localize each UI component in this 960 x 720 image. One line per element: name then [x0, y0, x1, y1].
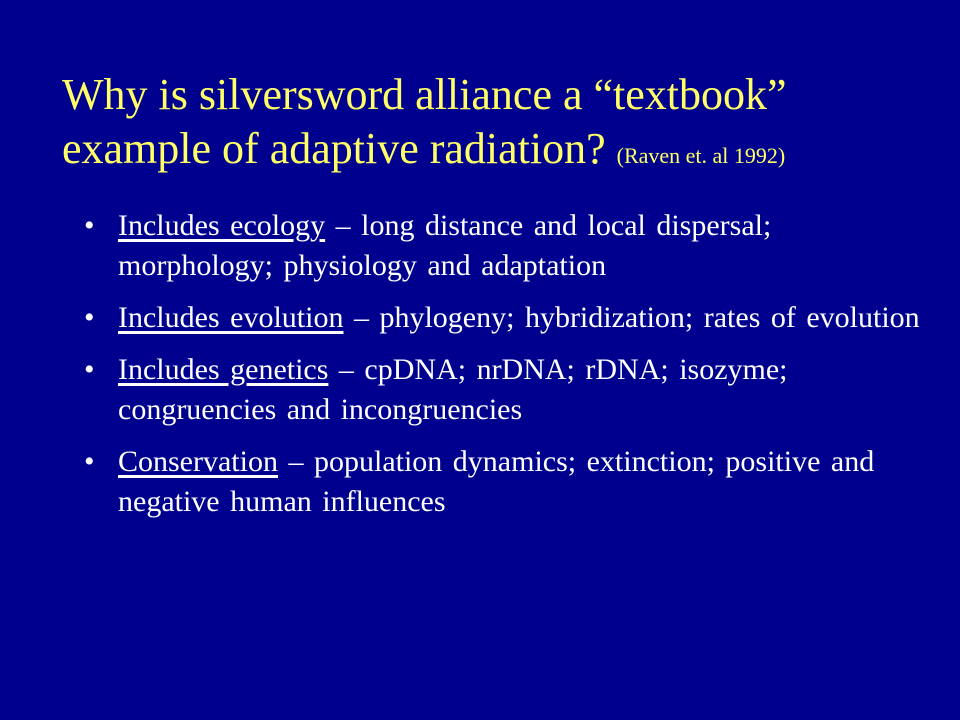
bullet-point: • [84, 301, 95, 334]
bullet-point: • [84, 209, 95, 242]
bullet-text: – cpDNA; nrDNA; rDNA; isozyme; congruencies and incongruencies [118, 353, 788, 426]
slide-title-main: Why is silversword alliance a “textbook” example of adaptive radiation? [62, 70, 787, 173]
slide-title-citation: (Raven et. al 1992) [616, 143, 786, 168]
bullet-item [84, 206, 924, 286]
bullet-heading: Includes ecology [118, 209, 326, 242]
bullet-point: • [84, 353, 95, 386]
bullet-item [84, 298, 924, 338]
bullet-item [84, 350, 924, 430]
bullet-text: – long distance and local dispersal; morphology; physiology and adaptation [118, 209, 772, 282]
bullet-list [84, 206, 924, 534]
bullet-point: • [84, 445, 95, 478]
bullet-item [84, 442, 924, 522]
bullet-text: – population dynamics; extinction; positive and negative human influences [118, 445, 875, 518]
slide-title [62, 68, 942, 183]
bullet-heading: Includes evolution [118, 301, 344, 334]
bullet-text: – phylogeny; hybridization; rates of evolution [343, 301, 920, 334]
bullet-heading: Includes genetics [118, 353, 329, 386]
bullet-heading: Conservation [118, 445, 278, 478]
